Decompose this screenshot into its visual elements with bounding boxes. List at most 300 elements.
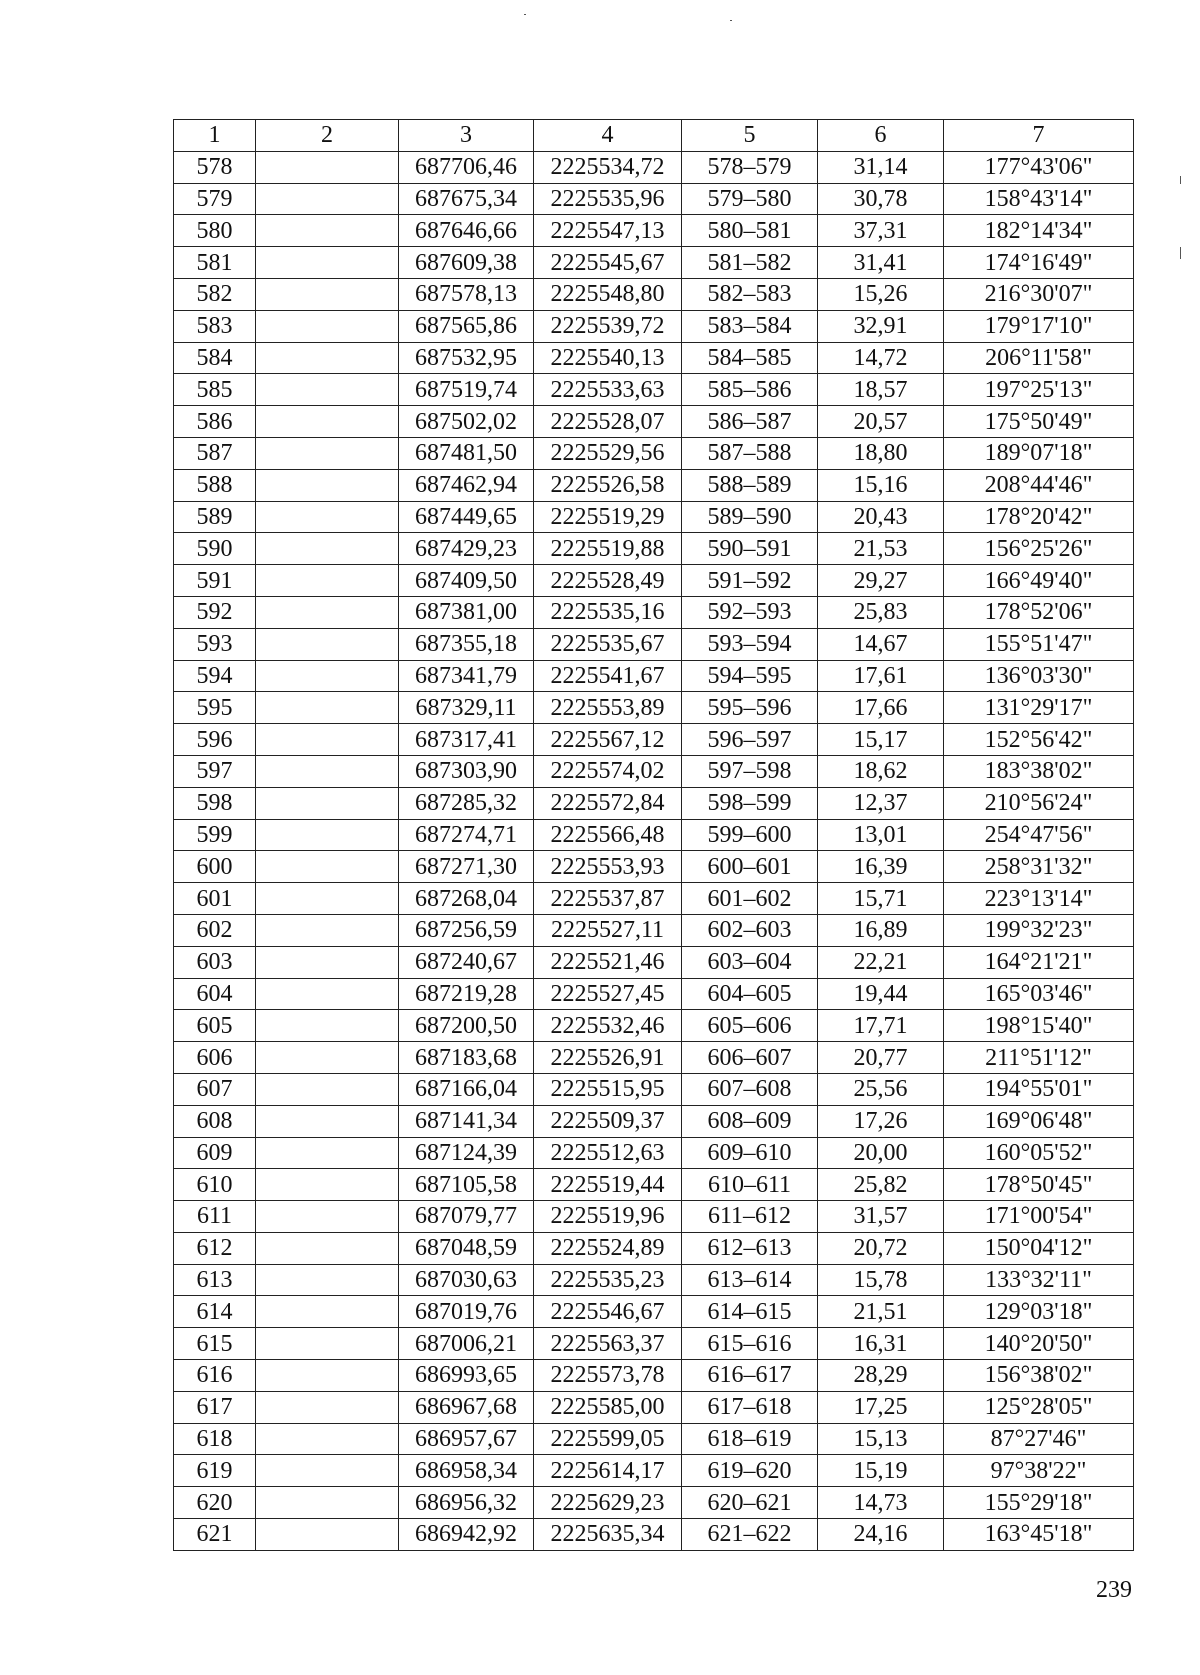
point-number-cell: 588 — [174, 469, 256, 501]
note-cell — [256, 374, 399, 406]
header-cell: 5 — [682, 120, 818, 152]
page-number: 239 — [1096, 1577, 1132, 1603]
segment-cell: 613–614 — [682, 1264, 818, 1296]
bearing-cell: 152°56'42" — [944, 724, 1134, 756]
distance-cell: 16,89 — [818, 914, 944, 946]
x-coordinate-cell: 687355,18 — [399, 628, 534, 660]
distance-cell: 29,27 — [818, 565, 944, 597]
point-number-cell: 591 — [174, 565, 256, 597]
x-coordinate-cell: 687256,59 — [399, 914, 534, 946]
segment-cell: 579–580 — [682, 183, 818, 215]
note-cell — [256, 1423, 399, 1455]
segment-cell: 595–596 — [682, 692, 818, 724]
note-cell — [256, 1455, 399, 1487]
table-row — [174, 883, 1134, 915]
point-number-cell: 592 — [174, 596, 256, 628]
y-coordinate-cell: 2225535,96 — [534, 183, 682, 215]
point-number-cell: 608 — [174, 1105, 256, 1137]
segment-cell: 609–610 — [682, 1137, 818, 1169]
distance-cell: 17,26 — [818, 1105, 944, 1137]
y-coordinate-cell: 2225547,13 — [534, 215, 682, 247]
table-row — [174, 1487, 1134, 1519]
note-cell — [256, 565, 399, 597]
bearing-cell: 183°38'02" — [944, 755, 1134, 787]
point-number-cell: 602 — [174, 914, 256, 946]
bearing-cell: 160°05'52" — [944, 1137, 1134, 1169]
header-cell: 7 — [944, 120, 1134, 152]
bearing-cell: 87°27'46" — [944, 1423, 1134, 1455]
point-number-cell: 594 — [174, 660, 256, 692]
x-coordinate-cell: 687105,58 — [399, 1169, 534, 1201]
segment-cell: 586–587 — [682, 406, 818, 438]
point-number-cell: 606 — [174, 1042, 256, 1074]
distance-cell: 20,77 — [818, 1042, 944, 1074]
distance-cell: 20,72 — [818, 1232, 944, 1264]
note-cell — [256, 883, 399, 915]
bearing-cell: 156°38'02" — [944, 1360, 1134, 1392]
table-row — [174, 1328, 1134, 1360]
y-coordinate-cell: 2225524,89 — [534, 1232, 682, 1264]
bearing-cell: 175°50'49" — [944, 406, 1134, 438]
note-cell — [256, 1232, 399, 1264]
bearing-cell: 208°44'46" — [944, 469, 1134, 501]
point-number-cell: 605 — [174, 1010, 256, 1042]
distance-cell: 24,16 — [818, 1519, 944, 1551]
note-cell — [256, 787, 399, 819]
point-number-cell: 596 — [174, 724, 256, 756]
note-cell — [256, 469, 399, 501]
x-coordinate-cell: 687341,79 — [399, 660, 534, 692]
note-cell — [256, 406, 399, 438]
segment-cell: 621–622 — [682, 1519, 818, 1551]
distance-cell: 14,67 — [818, 628, 944, 660]
point-number-cell: 610 — [174, 1169, 256, 1201]
x-coordinate-cell: 687271,30 — [399, 851, 534, 883]
distance-cell: 15,26 — [818, 278, 944, 310]
segment-cell: 603–604 — [682, 946, 818, 978]
y-coordinate-cell: 2225585,00 — [534, 1391, 682, 1423]
note-cell — [256, 1201, 399, 1233]
note-cell — [256, 1042, 399, 1074]
x-coordinate-cell: 687329,11 — [399, 692, 534, 724]
distance-cell: 16,31 — [818, 1328, 944, 1360]
table-row — [174, 1264, 1134, 1296]
distance-cell: 15,19 — [818, 1455, 944, 1487]
point-number-cell: 598 — [174, 787, 256, 819]
y-coordinate-cell: 2225509,37 — [534, 1105, 682, 1137]
distance-cell: 20,43 — [818, 501, 944, 533]
y-coordinate-cell: 2225528,49 — [534, 565, 682, 597]
point-number-cell: 621 — [174, 1519, 256, 1551]
segment-cell: 589–590 — [682, 501, 818, 533]
table-row — [174, 278, 1134, 310]
note-cell — [256, 755, 399, 787]
header-cell: 2 — [256, 120, 399, 152]
note-cell — [256, 596, 399, 628]
bearing-cell: 199°32'23" — [944, 914, 1134, 946]
note-cell — [256, 1010, 399, 1042]
x-coordinate-cell: 687124,39 — [399, 1137, 534, 1169]
bearing-cell: 178°20'42" — [944, 501, 1134, 533]
segment-cell: 616–617 — [682, 1360, 818, 1392]
segment-cell: 591–592 — [682, 565, 818, 597]
note-cell — [256, 501, 399, 533]
y-coordinate-cell: 2225566,48 — [534, 819, 682, 851]
segment-cell: 590–591 — [682, 533, 818, 565]
point-number-cell: 615 — [174, 1328, 256, 1360]
x-coordinate-cell: 686956,32 — [399, 1487, 534, 1519]
x-coordinate-cell: 687268,04 — [399, 883, 534, 915]
point-number-cell: 613 — [174, 1264, 256, 1296]
x-coordinate-cell: 687200,50 — [399, 1010, 534, 1042]
note-cell — [256, 1296, 399, 1328]
segment-cell: 610–611 — [682, 1169, 818, 1201]
x-coordinate-cell: 687141,34 — [399, 1105, 534, 1137]
y-coordinate-cell: 2225519,29 — [534, 501, 682, 533]
bearing-cell: 155°51'47" — [944, 628, 1134, 660]
bearing-cell: 211°51'12" — [944, 1042, 1134, 1074]
table-row — [174, 1169, 1134, 1201]
scan-speck — [730, 20, 732, 21]
segment-cell: 607–608 — [682, 1073, 818, 1105]
point-number-cell: 578 — [174, 151, 256, 183]
bearing-cell: 156°25'26" — [944, 533, 1134, 565]
segment-cell: 585–586 — [682, 374, 818, 406]
table-row — [174, 1360, 1134, 1392]
x-coordinate-cell: 686957,67 — [399, 1423, 534, 1455]
segment-cell: 620–621 — [682, 1487, 818, 1519]
segment-cell: 615–616 — [682, 1328, 818, 1360]
segment-cell: 619–620 — [682, 1455, 818, 1487]
segment-cell: 583–584 — [682, 310, 818, 342]
y-coordinate-cell: 2225534,72 — [534, 151, 682, 183]
point-number-cell: 583 — [174, 310, 256, 342]
x-coordinate-cell: 687240,67 — [399, 946, 534, 978]
table-row — [174, 1105, 1134, 1137]
note-cell — [256, 1073, 399, 1105]
x-coordinate-cell: 687565,86 — [399, 310, 534, 342]
distance-cell: 22,21 — [818, 946, 944, 978]
bearing-cell: 133°32'11" — [944, 1264, 1134, 1296]
bearing-cell: 177°43'06" — [944, 151, 1134, 183]
point-number-cell: 587 — [174, 437, 256, 469]
note-cell — [256, 724, 399, 756]
distance-cell: 20,00 — [818, 1137, 944, 1169]
x-coordinate-cell: 687166,04 — [399, 1073, 534, 1105]
bearing-cell: 171°00'54" — [944, 1201, 1134, 1233]
point-number-cell: 585 — [174, 374, 256, 406]
table-row — [174, 247, 1134, 279]
point-number-cell: 616 — [174, 1360, 256, 1392]
x-coordinate-cell: 687449,65 — [399, 501, 534, 533]
table-row — [174, 660, 1134, 692]
table-row — [174, 851, 1134, 883]
header-cell: 1 — [174, 120, 256, 152]
bearing-cell: 258°31'32" — [944, 851, 1134, 883]
note-cell — [256, 151, 399, 183]
y-coordinate-cell: 2225512,63 — [534, 1137, 682, 1169]
y-coordinate-cell: 2225521,46 — [534, 946, 682, 978]
y-coordinate-cell: 2225599,05 — [534, 1423, 682, 1455]
bearing-cell: 178°52'06" — [944, 596, 1134, 628]
table-row — [174, 310, 1134, 342]
x-coordinate-cell: 687462,94 — [399, 469, 534, 501]
x-coordinate-cell: 687183,68 — [399, 1042, 534, 1074]
segment-cell: 594–595 — [682, 660, 818, 692]
segment-cell: 588–589 — [682, 469, 818, 501]
header-cell: 6 — [818, 120, 944, 152]
distance-cell: 30,78 — [818, 183, 944, 215]
table-row — [174, 151, 1134, 183]
note-cell — [256, 310, 399, 342]
point-number-cell: 618 — [174, 1423, 256, 1455]
table-row — [174, 1073, 1134, 1105]
table-row — [174, 1455, 1134, 1487]
x-coordinate-cell: 687381,00 — [399, 596, 534, 628]
table-row — [174, 978, 1134, 1010]
table-row — [174, 724, 1134, 756]
note-cell — [256, 660, 399, 692]
x-coordinate-cell: 687675,34 — [399, 183, 534, 215]
x-coordinate-cell: 687317,41 — [399, 724, 534, 756]
y-coordinate-cell: 2225548,80 — [534, 278, 682, 310]
distance-cell: 25,82 — [818, 1169, 944, 1201]
point-number-cell: 580 — [174, 215, 256, 247]
distance-cell: 31,41 — [818, 247, 944, 279]
bearing-cell: 254°47'56" — [944, 819, 1134, 851]
segment-cell: 582–583 — [682, 278, 818, 310]
table-row — [174, 215, 1134, 247]
y-coordinate-cell: 2225629,23 — [534, 1487, 682, 1519]
x-coordinate-cell: 687532,95 — [399, 342, 534, 374]
segment-cell: 611–612 — [682, 1201, 818, 1233]
bearing-cell: 158°43'14" — [944, 183, 1134, 215]
segment-cell: 593–594 — [682, 628, 818, 660]
y-coordinate-cell: 2225527,45 — [534, 978, 682, 1010]
distance-cell: 14,72 — [818, 342, 944, 374]
segment-cell: 598–599 — [682, 787, 818, 819]
y-coordinate-cell: 2225541,67 — [534, 660, 682, 692]
y-coordinate-cell: 2225526,58 — [534, 469, 682, 501]
table-row — [174, 183, 1134, 215]
distance-cell: 31,57 — [818, 1201, 944, 1233]
y-coordinate-cell: 2225545,67 — [534, 247, 682, 279]
table-row — [174, 374, 1134, 406]
point-number-cell: 611 — [174, 1201, 256, 1233]
y-coordinate-cell: 2225519,88 — [534, 533, 682, 565]
x-coordinate-cell: 687019,76 — [399, 1296, 534, 1328]
segment-cell: 580–581 — [682, 215, 818, 247]
bearing-cell: 164°21'21" — [944, 946, 1134, 978]
note-cell — [256, 183, 399, 215]
bearing-cell: 136°03'30" — [944, 660, 1134, 692]
table-body — [174, 151, 1134, 1550]
table-row — [174, 533, 1134, 565]
x-coordinate-cell: 686993,65 — [399, 1360, 534, 1392]
bearing-cell: 125°28'05" — [944, 1391, 1134, 1423]
x-coordinate-cell: 686958,34 — [399, 1455, 534, 1487]
x-coordinate-cell: 687646,66 — [399, 215, 534, 247]
segment-cell: 608–609 — [682, 1105, 818, 1137]
segment-cell: 599–600 — [682, 819, 818, 851]
point-number-cell: 603 — [174, 946, 256, 978]
segment-cell: 597–598 — [682, 755, 818, 787]
table-row — [174, 406, 1134, 438]
table-row — [174, 946, 1134, 978]
x-coordinate-cell: 687578,13 — [399, 278, 534, 310]
x-coordinate-cell: 687519,74 — [399, 374, 534, 406]
y-coordinate-cell: 2225533,63 — [534, 374, 682, 406]
y-coordinate-cell: 2225567,12 — [534, 724, 682, 756]
note-cell — [256, 692, 399, 724]
distance-cell: 31,14 — [818, 151, 944, 183]
point-number-cell: 607 — [174, 1073, 256, 1105]
note-cell — [256, 914, 399, 946]
note-cell — [256, 215, 399, 247]
y-coordinate-cell: 2225527,11 — [534, 914, 682, 946]
segment-cell: 601–602 — [682, 883, 818, 915]
distance-cell: 25,83 — [818, 596, 944, 628]
note-cell — [256, 342, 399, 374]
table-row — [174, 1296, 1134, 1328]
y-coordinate-cell: 2225539,72 — [534, 310, 682, 342]
bearing-cell: 210°56'24" — [944, 787, 1134, 819]
table-row — [174, 469, 1134, 501]
table-row — [174, 1391, 1134, 1423]
segment-cell: 602–603 — [682, 914, 818, 946]
table-row — [174, 1137, 1134, 1169]
table-row — [174, 1519, 1134, 1551]
distance-cell: 17,61 — [818, 660, 944, 692]
distance-cell: 17,71 — [818, 1010, 944, 1042]
table-row — [174, 692, 1134, 724]
y-coordinate-cell: 2225519,44 — [534, 1169, 682, 1201]
x-coordinate-cell: 687303,90 — [399, 755, 534, 787]
header-row — [174, 120, 1134, 152]
distance-cell: 13,01 — [818, 819, 944, 851]
table-row — [174, 1423, 1134, 1455]
segment-cell: 596–597 — [682, 724, 818, 756]
point-number-cell: 612 — [174, 1232, 256, 1264]
y-coordinate-cell: 2225553,89 — [534, 692, 682, 724]
distance-cell: 28,29 — [818, 1360, 944, 1392]
segment-cell: 605–606 — [682, 1010, 818, 1042]
table-row — [174, 342, 1134, 374]
y-coordinate-cell: 2225574,02 — [534, 755, 682, 787]
x-coordinate-cell: 687429,23 — [399, 533, 534, 565]
y-coordinate-cell: 2225635,34 — [534, 1519, 682, 1551]
y-coordinate-cell: 2225546,67 — [534, 1296, 682, 1328]
distance-cell: 32,91 — [818, 310, 944, 342]
y-coordinate-cell: 2225532,46 — [534, 1010, 682, 1042]
point-number-cell: 597 — [174, 755, 256, 787]
note-cell — [256, 1169, 399, 1201]
x-coordinate-cell: 687274,71 — [399, 819, 534, 851]
bearing-cell: 206°11'58" — [944, 342, 1134, 374]
x-coordinate-cell: 687481,50 — [399, 437, 534, 469]
bearing-cell: 155°29'18" — [944, 1487, 1134, 1519]
scan-speck — [524, 14, 526, 15]
distance-cell: 14,73 — [818, 1487, 944, 1519]
point-number-cell: 581 — [174, 247, 256, 279]
segment-cell: 592–593 — [682, 596, 818, 628]
y-coordinate-cell: 2225540,13 — [534, 342, 682, 374]
distance-cell: 12,37 — [818, 787, 944, 819]
note-cell — [256, 628, 399, 660]
y-coordinate-cell: 2225573,78 — [534, 1360, 682, 1392]
distance-cell: 15,71 — [818, 883, 944, 915]
bearing-cell: 216°30'07" — [944, 278, 1134, 310]
y-coordinate-cell: 2225572,84 — [534, 787, 682, 819]
x-coordinate-cell: 687706,46 — [399, 151, 534, 183]
y-coordinate-cell: 2225535,16 — [534, 596, 682, 628]
table-row — [174, 596, 1134, 628]
y-coordinate-cell: 2225528,07 — [534, 406, 682, 438]
y-coordinate-cell: 2225535,23 — [534, 1264, 682, 1296]
bearing-cell: 174°16'49" — [944, 247, 1134, 279]
table-row — [174, 914, 1134, 946]
note-cell — [256, 1137, 399, 1169]
x-coordinate-cell: 687079,77 — [399, 1201, 534, 1233]
x-coordinate-cell: 687285,32 — [399, 787, 534, 819]
table-row — [174, 437, 1134, 469]
y-coordinate-cell: 2225537,87 — [534, 883, 682, 915]
note-cell — [256, 851, 399, 883]
note-cell — [256, 437, 399, 469]
distance-cell: 21,51 — [818, 1296, 944, 1328]
point-number-cell: 617 — [174, 1391, 256, 1423]
bearing-cell: 163°45'18" — [944, 1519, 1134, 1551]
y-coordinate-cell: 2225526,91 — [534, 1042, 682, 1074]
bearing-cell: 169°06'48" — [944, 1105, 1134, 1137]
point-number-cell: 599 — [174, 819, 256, 851]
y-coordinate-cell: 2225614,17 — [534, 1455, 682, 1487]
y-coordinate-cell: 2225519,96 — [534, 1201, 682, 1233]
distance-cell: 15,16 — [818, 469, 944, 501]
segment-cell: 578–579 — [682, 151, 818, 183]
x-coordinate-cell: 687609,38 — [399, 247, 534, 279]
note-cell — [256, 819, 399, 851]
point-number-cell: 590 — [174, 533, 256, 565]
table-row — [174, 755, 1134, 787]
table-row — [174, 1010, 1134, 1042]
point-number-cell: 619 — [174, 1455, 256, 1487]
table-row — [174, 1201, 1134, 1233]
x-coordinate-cell: 686942,92 — [399, 1519, 534, 1551]
note-cell — [256, 533, 399, 565]
distance-cell: 18,80 — [818, 437, 944, 469]
note-cell — [256, 946, 399, 978]
scan-speck — [1180, 247, 1181, 259]
distance-cell: 17,25 — [818, 1391, 944, 1423]
point-number-cell: 584 — [174, 342, 256, 374]
segment-cell: 614–615 — [682, 1296, 818, 1328]
note-cell — [256, 1264, 399, 1296]
distance-cell: 21,53 — [818, 533, 944, 565]
x-coordinate-cell: 686967,68 — [399, 1391, 534, 1423]
distance-cell: 15,17 — [818, 724, 944, 756]
segment-cell: 617–618 — [682, 1391, 818, 1423]
segment-cell: 618–619 — [682, 1423, 818, 1455]
bearing-cell: 182°14'34" — [944, 215, 1134, 247]
bearing-cell: 223°13'14" — [944, 883, 1134, 915]
segment-cell: 612–613 — [682, 1232, 818, 1264]
x-coordinate-cell: 687219,28 — [399, 978, 534, 1010]
bearing-cell: 179°17'10" — [944, 310, 1134, 342]
note-cell — [256, 1391, 399, 1423]
note-cell — [256, 247, 399, 279]
table-row — [174, 1232, 1134, 1264]
